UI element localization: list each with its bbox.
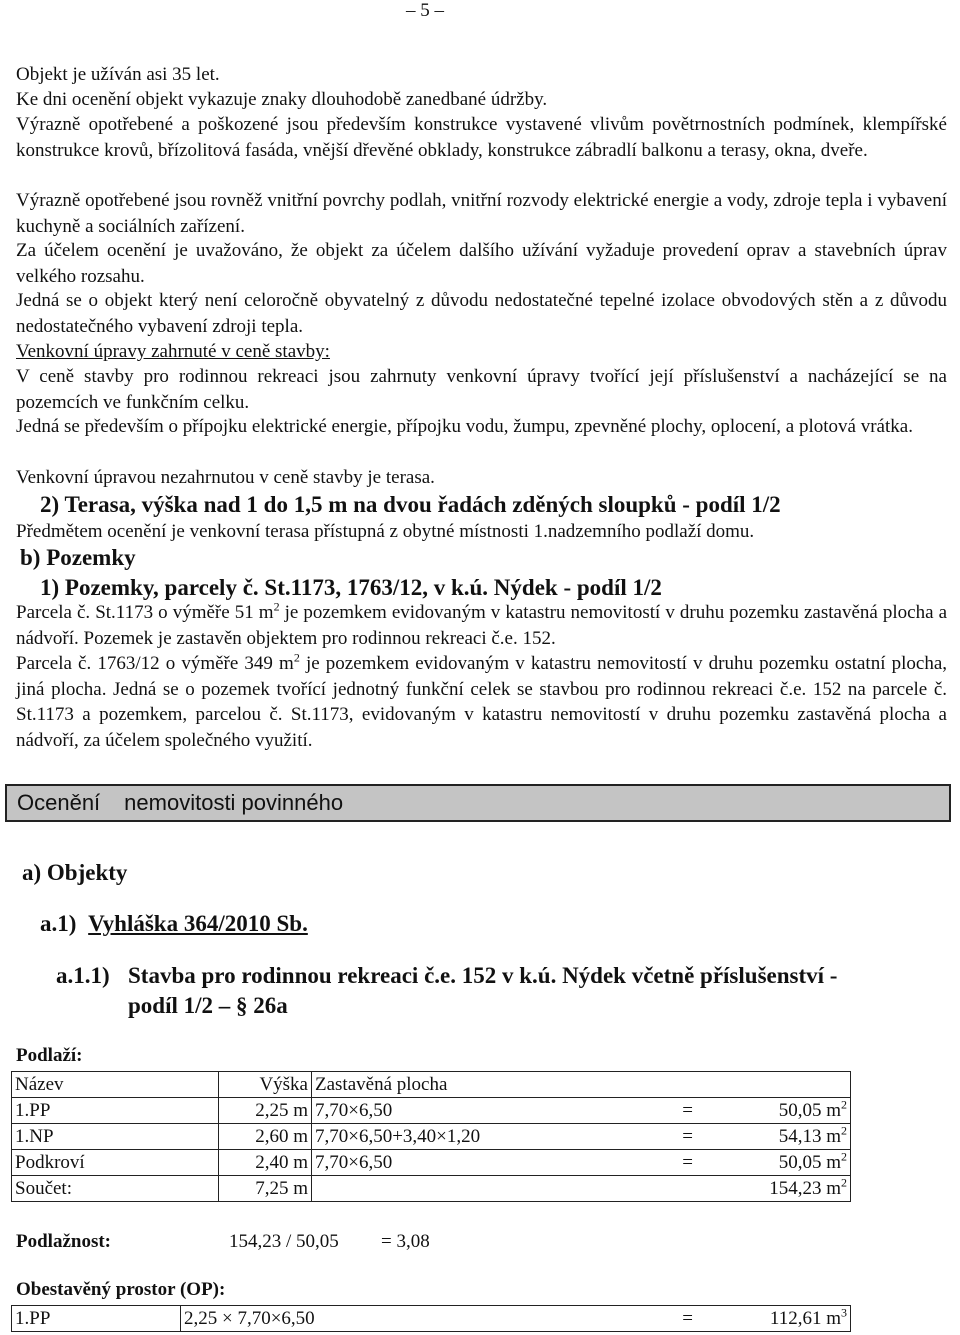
sum-label: Součet: — [12, 1176, 219, 1202]
op-label: Obestavěný prostor (OP): — [16, 1279, 226, 1300]
venkovni-upravy-heading: Venkovní úpravy zahrnuté v ceně stavby: — [16, 341, 330, 362]
terasa-heading: 2) Terasa, výška nad 1 do 1,5 m na dvou řadách zděných sloupků - podíl 1/2 — [40, 492, 781, 517]
sum-height: 7,25 m — [219, 1176, 312, 1202]
header-nazev: Název — [12, 1072, 219, 1098]
table-row — [12, 1306, 851, 1332]
pozemky-subheading: 1) Pozemky, parcely č. St.1173, 1763/12, v k.ú. Nýdek - podíl 1/2 — [40, 575, 662, 600]
vyhlaska-title: Vyhláška 364/2010 Sb. — [88, 911, 308, 936]
objekty-heading: a) Objekty — [22, 860, 128, 885]
paragraph-wear-exterior: Výrazně opotřebené a poškozené jsou především konstrukce vystavené vlivům povětrnostních podmínek, klempířské konstrukce krovů, břízolitová fasáda, vnější dřevěné obklady, konstrukce zábradlí balkonu a terasy, okna, dveře. — [16, 114, 947, 161]
table-sum-row — [12, 1176, 851, 1202]
op-formula: 2,25 × 7,70×6,50 = — [181, 1306, 703, 1332]
paragraph-not-habitable: Jedná se o objekt který není celoročně obyvatelný z důvodu nedostatečné tepelné izolace obvodových stěn a z důvodu nedostatečného vybavení zdroji tepla. — [16, 290, 947, 337]
paragraph-maintenance: Ke dni ocenění objekt vykazuje znaky dlouhodobě zanedbané údržby. — [16, 89, 548, 110]
vyhlaska-heading — [40, 909, 308, 939]
page-number: – 5 – — [406, 0, 444, 21]
podlaznost-result: = 3,08 — [381, 1231, 430, 1252]
floor-name: Podkroví — [12, 1150, 219, 1176]
sum-empty — [312, 1176, 703, 1202]
op-name: 1.PP — [12, 1306, 181, 1332]
terasa-description: Předmětem ocenění je venkovní terasa přístupná z obytné místnosti 1.nadzemního podlaží domu. — [16, 521, 755, 542]
podlaznost-label: Podlažnost: — [16, 1231, 111, 1252]
floor-name: 1.NP — [12, 1124, 219, 1150]
podlazi-label: Podlaží: — [16, 1045, 83, 1066]
table-row — [12, 1150, 851, 1176]
header-zastavena-plocha: Zastavěná plocha — [312, 1072, 851, 1098]
paragraph-age: Objekt je užíván asi 35 let. — [16, 64, 220, 85]
table-row — [12, 1098, 851, 1124]
floor-formula: 7,70×6,50 = — [312, 1098, 703, 1124]
op-value: 112,61 $m^3$ — [702, 1306, 851, 1332]
vyhlaska-number: a.1) — [40, 911, 77, 936]
stavba-title-line2: podíl 1/2 – § 26a — [128, 993, 288, 1018]
header-vyska: Výška — [219, 1072, 312, 1098]
stavba-title-line1: Stavba pro rodinnou rekreaci č.e. 152 v k.ú. Nýdek včetně příslušenství - — [128, 963, 838, 988]
floor-area: 50,05 $m^2$ — [702, 1150, 851, 1176]
floor-height: 2,40 m — [219, 1150, 312, 1176]
floor-height: 2,60 m — [219, 1124, 312, 1150]
floor-name: 1.PP — [12, 1098, 219, 1124]
paragraph-parcel-st1173: Parcela č. St.1173 o výměře 51 $m^2$ je pozemkem evidovaným v katastru nemovitostí v druhu pozemku zastavěná plocha a nádvoří. Pozemek je zastavěn objektem pro rodinnou rekreaci č.e. 152. — [16, 599, 948, 649]
banner-word-oceneni: Ocenění — [17, 790, 101, 815]
floor-formula: 7,70×6,50+3,40×1,20 = — [312, 1124, 703, 1150]
op-table — [11, 1305, 851, 1332]
paragraph-venkovni-list: Jedná se především o přípojku elektrické energie, přípojku vodu, žumpu, zpevněné plochy, oplocení, a plotová vrátka. — [16, 416, 913, 437]
paragraph-venkovni-excluded: Venkovní úpravou nezahrnutou v ceně stavby je terasa. — [16, 467, 435, 488]
floor-area: 50,05 $m^2$ — [702, 1098, 851, 1124]
paragraph-venkovni-included: V ceně stavby pro rodinnou rekreaci jsou zahrnuty venkovní úpravy tvořící její příslušenství a nacházející se na pozemcích ve funkčním celku. — [16, 366, 947, 413]
section-banner — [5, 784, 951, 822]
table-row — [12, 1124, 851, 1150]
floors-table — [11, 1071, 851, 1202]
paragraph-wear-interior: Výrazně opotřebené jsou rovněž vnitřní povrchy podlah, vnitřní rozvody elektrické energie a vody, zdroje tepla i vybavení kuchyně a sociálních zařízení. — [16, 190, 947, 237]
banner-words-nemovitosti: nemovitosti povinného — [124, 790, 344, 815]
podlaznost-calc: 154,23 / 50,05 — [229, 1231, 339, 1252]
floor-area: 54,13 $m^2$ — [702, 1124, 851, 1150]
table-header-row — [12, 1072, 851, 1098]
paragraph-parcel-1763-12: Parcela č. 1763/12 o výměře 349 $m^2$ je pozemkem evidovaným v katastru nemovitostí v druhu pozemku ostatní plocha, jiná plocha. Jedná se o pozemek tvořící jednotný funkční celek se stavbou pro rodinnou rekreaci č.e. 152 na parcele č. St.1173 a pozemkem, parcelou č. St.1173, evidovaným v katastru nemovitostí v druhu pozemku zastavěná plocha a nádvoří, za účelem společného využití. — [16, 650, 948, 751]
pozemky-heading: b) Pozemky — [20, 545, 136, 570]
paragraph-repairs: Za účelem ocenění je uvažováno, že objekt za účelem dalšího užívání vyžaduje provedení oprav a stavebních úprav velkého rozsahu. — [16, 240, 947, 287]
floor-formula: 7,70×6,50 = — [312, 1150, 703, 1176]
stavba-number: a.1.1) — [56, 963, 110, 988]
floor-height: 2,25 m — [219, 1098, 312, 1124]
sum-area: 154,23 $m^2$ — [702, 1176, 851, 1202]
